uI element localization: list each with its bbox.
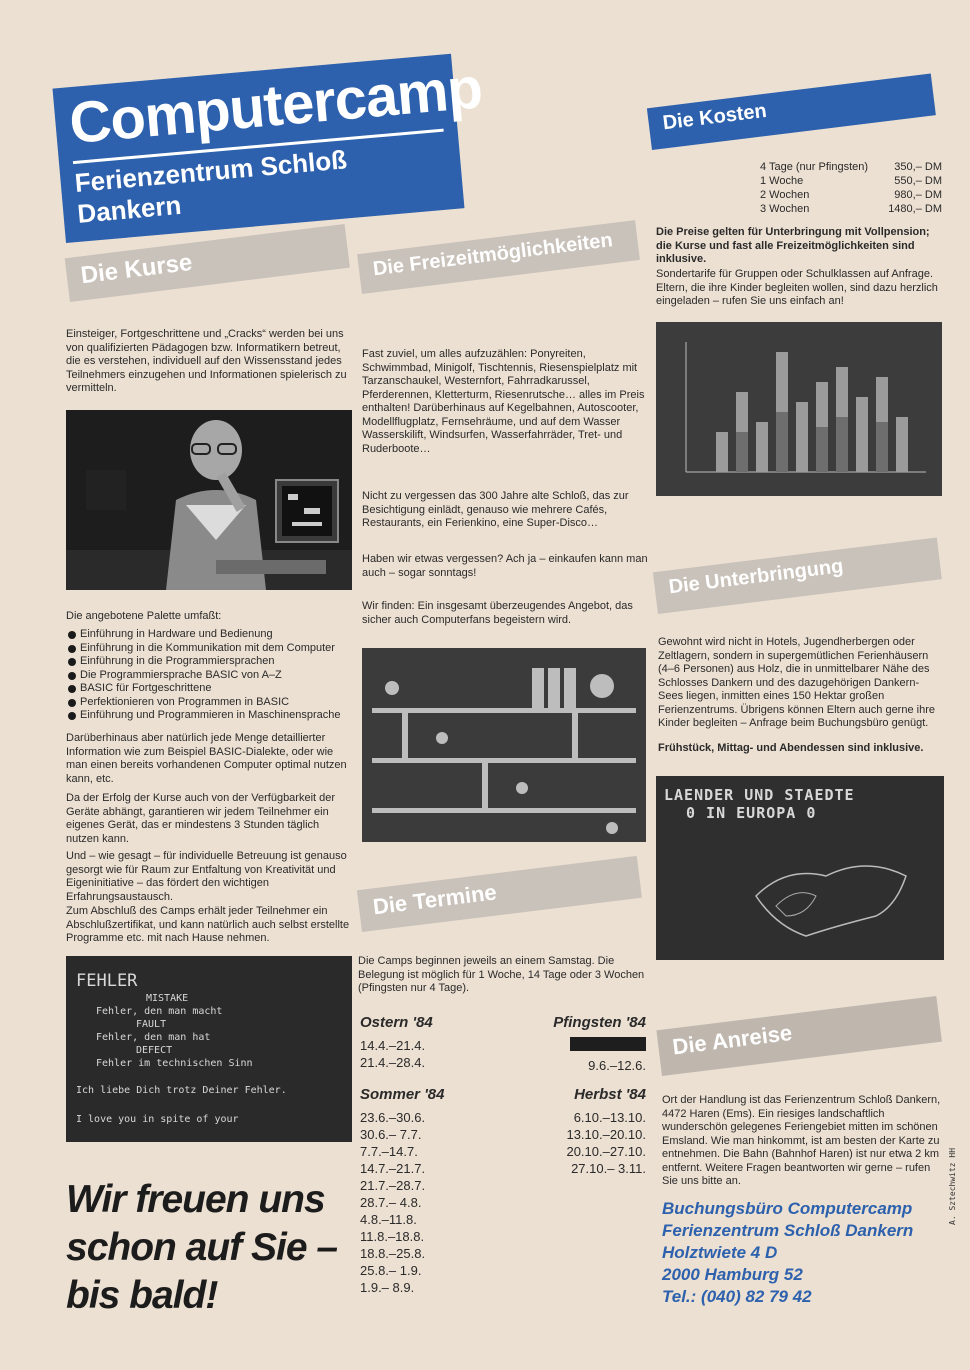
fehler-line: Fehler, den man macht [96,1006,223,1017]
section-freizeit-heading [357,220,640,294]
price-label: 2 Wochen [760,189,810,201]
game-illustration [362,648,646,842]
date-range: 13.10.–20.10. [566,1127,646,1142]
season-label: Ostern '84 [360,1014,433,1031]
date-range: 25.8.– 1.9. [360,1263,422,1278]
ostern-block [360,1014,490,1071]
date-range: 14.4.–21.4. [360,1038,426,1053]
date-range: 21.7.–28.7. [360,1178,426,1193]
section-anreise-label: Die Anreise [671,1019,794,1060]
freizeit-p4: Wir finden: Ein insgesamt überzeugendes Angebot, das sicher auch Computerfans begeistern wird. [362,600,633,626]
section-kosten-label: Die Kosten [661,99,768,135]
fehler-line: Fehler im technischen Sinn [96,1058,253,1069]
contact-line: Holztwiete 4 D [662,1243,778,1262]
date-range: 9.6.–12.6. [588,1058,646,1073]
section-unterbringung-heading [653,537,942,614]
price-value: 550,– DM [894,175,942,187]
title-banner [52,54,485,243]
europa-line: LAENDER UND STAEDTE [664,786,855,804]
photo-illustration [66,410,352,590]
section-anreise-heading [656,996,942,1076]
contact-phone: Tel.: (040) 82 79 42 [662,1287,812,1306]
price-label: 4 Tage (nur Pfingsten) [760,161,869,173]
pfingsten-block [546,1014,646,1074]
fehler-line: DEFECT [136,1045,173,1056]
slogan-line: bis bald! [66,1274,218,1317]
kurse-intro: Einsteiger, Fortgeschrittene und „Cracks“ werden bei uns von qualifizierten Pädagogen bzw. Informatikern betreut, die es verstehen, individuell auf den Wissensstand jedes Teilnehmers einzugehen und Informationen spielerisch zu vermitteln. [66,328,347,394]
price-value: 980,– DM [894,189,942,201]
contact-line: Ferienzentrum Schloß Dankern [662,1221,914,1240]
pfingsten-bar [570,1037,646,1051]
date-range: 6.10.–13.10. [573,1110,646,1125]
section-termine-label: Die Termine [371,879,498,920]
season-label: Sommer '84 [360,1086,445,1103]
fehler-line: I love you in spite of your [76,1114,239,1125]
date-range: 1.9.– 8.9. [360,1280,415,1295]
unterbringung-meals: Frühstück, Mittag- und Abendessen sind inklusive. [658,742,924,754]
season-label: Herbst '84 [574,1086,646,1103]
date-range: 4.8.–11.8. [360,1212,417,1227]
herbst-block [510,1086,646,1177]
fehler-line: Ich liebe Dich trotz Deiner Fehler. [76,1085,287,1096]
date-range: 18.8.–25.8. [360,1246,426,1261]
section-kosten-heading [647,73,936,150]
section-unterbringung-label: Die Unterbringung [667,555,845,599]
fehler-line: FEHLER [76,971,138,991]
europa-screenshot [656,776,944,960]
course-item: Einführung in die Kommunikation mit dem Computer [66,642,356,656]
page-title: Computercamp [66,55,485,157]
price-label: 3 Wochen [760,203,810,215]
freizeit-p2: Nicht zu vergessen das 300 Jahre alte Schloß, das zur Besichtigung einlädt, genauso wie mehrere Cafés, Restaurants, ein Ferienkino, eine Super-Disco… [362,490,629,529]
fehler-line: MISTAKE [146,993,189,1004]
date-range: 27.10.– 3.11. [571,1161,646,1176]
europe-map [656,776,944,960]
section-termine-heading [357,856,642,932]
price-row [760,202,942,216]
computer-kid-photo [66,410,352,590]
price-value: 1480,– DM [888,203,942,215]
date-range: 30.6.– 7.7. [360,1127,422,1142]
designer-credit: A. Sztechwitz HH [948,1147,957,1225]
kosten-text-1: Die Preise gelten für Unterbringung mit Vollpension; die Kurse und fast alle Freizeitmöglichkeiten sind inklusive. [656,226,930,265]
kosten-text-2: Sondertarife für Gruppen oder Schulklassen auf Anfrage. Eltern, die ihre Kinder begleiten wollen, sind dazu herzlich eingeladen – rufen Sie uns einfach an! [656,268,938,307]
bar-chart-illustration [656,322,942,496]
freizeit-p3: Haben wir etwas vergessen? Ach ja – einkaufen kann man auch – sogar sonntags! [362,553,648,579]
anreise-text: Ort der Handlung ist das Ferienzentrum Schloß Dankern, 4472 Haren (Ems). Ein riesiges landschaftlich wunderschön gelegenes Feriengebiet mitten im schönen Emsland. Wie man hinkommt, ist am besten der Karte zu entnehmen. Die Bahn (Bahnhof Haren) ist nur etwa 2 km entfernt. Weitere Fragen beantworten wir gerne – rufen Sie uns bitte an. [662,1094,941,1187]
termine-intro: Die Camps beginnen jeweils an einem Samstag. Die Belegung ist möglich für 1 Woche, 14 Tage oder 3 Wochen (Pfingsten nur 4 Tage). [358,955,645,994]
fehler-screenshot [66,956,352,1142]
fehler-line: FAULT [136,1019,167,1030]
course-item: BASIC für Fortgeschrittene [66,682,356,696]
slogan-line: Wir freuen uns [66,1178,325,1221]
date-range: 7.7.–14.7. [360,1144,418,1159]
page-subtitle: Ferienzentrum Schloß Dankern [73,129,450,230]
price-value: 350,– DM [894,161,942,173]
date-range: 11.8.–18.8. [360,1229,425,1244]
course-item: Einführung in Hardware und Bedienung [66,628,356,642]
contact-line: Buchungsbüro Computercamp [662,1199,913,1218]
course-item: Perfektionieren von Programmen in BASIC [66,696,356,710]
fehler-line: Fehler, den man hat [96,1032,211,1043]
europa-line: 0 IN EUROPA 0 [686,804,817,822]
price-table [760,160,942,216]
kurse-detail-2: Da der Erfolg der Kurse auch von der Verfügbarkeit der Geräte abhängt, garantieren wir jedem Teilnehmer ein eigenes Gerät, das er mindestens 3 Stunden täglich nutzen kann. [66,792,336,845]
bar-chart-screenshot [656,322,942,496]
date-range: 14.7.–21.7. [360,1161,426,1176]
price-row [760,160,942,174]
date-range: 28.7.– 4.8. [360,1195,422,1210]
date-range: 20.10.–27.10. [566,1144,646,1159]
price-label: 1 Woche [760,175,804,187]
course-item: Einführung in die Programmiersprachen [66,655,356,669]
section-kurse-label: Die Kurse [79,248,194,290]
price-row [760,174,942,188]
price-row [760,188,942,202]
contact-line: 2000 Hamburg 52 [662,1265,803,1284]
unterbringung-text: Gewohnt wird nicht in Hotels, Jugendherbergen oder Zeltlagern, sondern in supergemütlichen Ferienhäusern (4–6 Personen) aus Holz, die in unmittelbarer Nähe des Schlosses Dankern und des dazugehörigen Dankern-Sees liegen, inmitten eines 150 Hektar großen Ferienzentrums. Übrigens können Eltern auch gerne ihre Kinder begleiten – Anfrage beim Buchungsbüro genügt. [658,636,935,729]
course-item: Einführung und Programmieren in Maschinensprache [66,709,356,723]
closing-slogan [66,1176,337,1320]
contact-block [662,1198,913,1308]
sommer-block [360,1086,490,1296]
course-item: Die Programmiersprache BASIC von A–Z [66,669,356,683]
freizeit-p1: Fast zuviel, um alles aufzuzählen: Ponyreiten, Schwimmbad, Minigolf, Tischtennis, Riesenspielplatz mit Tarzanschaukel, Westernfort, Fahrradkarussel, Pferderennen, Kletterturm, Riesenrutsche… alles im Preis enthalten! Darüberhinaus auf Kegelbahnen, Autoscooter, Modellflugplatz, Fernsehräume, und auf dem Wasser Wasserskilift, Windsurfen, Wasserfahrräder, Tret- und Ruderboote… [362,348,645,455]
season-label: Pfingsten '84 [553,1014,646,1031]
date-range: 23.6.–30.6. [360,1110,426,1125]
kurse-detail-4: Zum Abschluß des Camps erhält jeder Teilnehmer ein Abschlußzertifikat, und kann natürlich auch selbst erstellte Programme etc. mit nach Hause nehmen. [66,905,350,944]
section-freizeit-label: Die Freizeitmöglichkeiten [371,229,614,281]
palette-intro: Die angebotene Palette umfaßt: [66,610,222,622]
slogan-line: schon auf Sie – [66,1226,338,1269]
course-list [66,628,356,723]
kurse-detail-3: Und – wie gesagt – für individuelle Betreuung ist genauso gesorgt wie für Raum zur Entfaltung von Kreativität und Eigeninitiative – das fördert den wichtigen Erfahrungsaustausch. [66,850,347,903]
date-range: 21.4.–28.4. [360,1055,426,1070]
kurse-detail-1: Darüberhinaus aber natürlich jede Menge detaillierter Information wie zum Beispiel BASIC-Dialekte, oder wie man einen bereits vorhandenen Computer optimal nutzen kann, etc. [66,732,347,785]
game-screenshot [362,648,646,842]
